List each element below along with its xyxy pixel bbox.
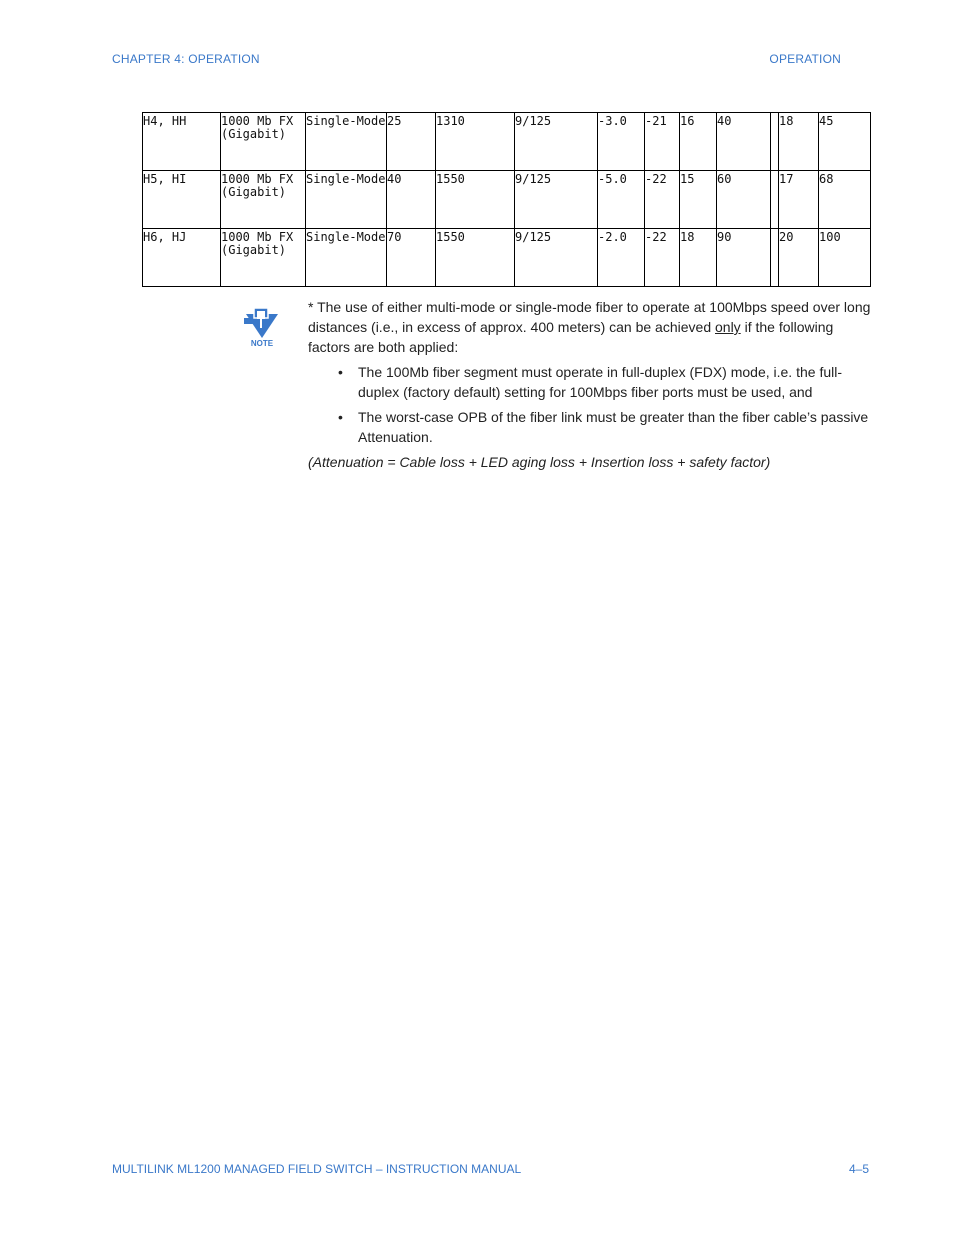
table-cell: 1310 (436, 113, 515, 171)
note-body (308, 297, 874, 472)
table-cell: 1000 Mb FX (Gigabit) (221, 171, 306, 229)
table-cell: -2.0 (598, 229, 645, 287)
table-cell: 17 (779, 171, 819, 229)
table-cell: Single-Mode (306, 171, 387, 229)
table-cell: -21 (645, 113, 680, 171)
table-cell: Single-Mode (306, 229, 387, 287)
table-cell: -22 (645, 229, 680, 287)
table-cell: 100 (819, 229, 871, 287)
table-cell (771, 171, 779, 229)
table-cell: H6, HJ (143, 229, 221, 287)
table-cell: 1000 Mb FX (Gigabit) (221, 229, 306, 287)
table-cell: H4, HH (143, 113, 221, 171)
table-cell: 1550 (436, 171, 515, 229)
table-cell: Single-Mode (306, 113, 387, 171)
fiber-spec-table (142, 112, 871, 287)
list-item (338, 362, 874, 402)
note-intro (308, 297, 874, 357)
table-cell: 90 (717, 229, 771, 287)
table-row (143, 229, 871, 287)
table-cell (771, 113, 779, 171)
table-cell: 18 (779, 113, 819, 171)
note-icon-label: NOTE (250, 339, 274, 348)
table-row (143, 171, 871, 229)
chapter-header: CHAPTER 4: OPERATION (112, 52, 260, 66)
attenuation-formula: (Attenuation = Cable loss + LED aging loss + Insertion loss + safety factor) (308, 454, 771, 470)
table-cell: -5.0 (598, 171, 645, 229)
table-cell: 1000 Mb FX (Gigabit) (221, 113, 306, 171)
table-cell: 15 (680, 171, 717, 229)
table-cell: 9/125 (515, 113, 598, 171)
bullet-icon: • (338, 364, 343, 380)
table-cell: 40 (717, 113, 771, 171)
table-cell (771, 229, 779, 287)
table-cell: 68 (819, 171, 871, 229)
table-row (143, 113, 871, 171)
table-cell: 18 (680, 229, 717, 287)
note-intro-part2: if the following factors are both applied: (308, 319, 834, 355)
note-icon (242, 304, 282, 348)
table-cell: 40 (387, 171, 436, 229)
table-cell: 1550 (436, 229, 515, 287)
table-cell: 16 (680, 113, 717, 171)
table-cell: H5, HI (143, 171, 221, 229)
page-number: 4–5 (848, 1162, 869, 1176)
note-intro-emphasis: only (715, 319, 741, 335)
table-cell: -3.0 (598, 113, 645, 171)
table-cell: 60 (717, 171, 771, 229)
list-item (338, 407, 874, 447)
table-cell: 20 (779, 229, 819, 287)
bullet-icon: • (338, 409, 343, 425)
note-intro-part1: * The use of either multi-mode or single-mode fiber to operate at 100Mbps speed over long distances (i.e., in excess of approx. 400 meters) can be achieved (308, 299, 871, 335)
note-bullet-list (308, 362, 874, 447)
table-cell: 45 (819, 113, 871, 171)
manual-title-footer: MULTILINK ML1200 MANAGED FIELD SWITCH – INSTRUCTION MANUAL (112, 1162, 522, 1176)
section-header: OPERATION (769, 52, 841, 66)
table-cell: 9/125 (515, 229, 598, 287)
table-cell: 70 (387, 229, 436, 287)
bullet-text: The worst-case OPB of the fiber link must be greater than the fiber cable’s passive Attenuation. (358, 409, 869, 445)
table-cell: -22 (645, 171, 680, 229)
table-cell: 25 (387, 113, 436, 171)
table-cell: 9/125 (515, 171, 598, 229)
bullet-text: The 100Mb fiber segment must operate in full-duplex (FDX) mode, i.e. the full-duplex (factory default) setting for 100Mbps fiber ports must be used, and (358, 364, 842, 400)
